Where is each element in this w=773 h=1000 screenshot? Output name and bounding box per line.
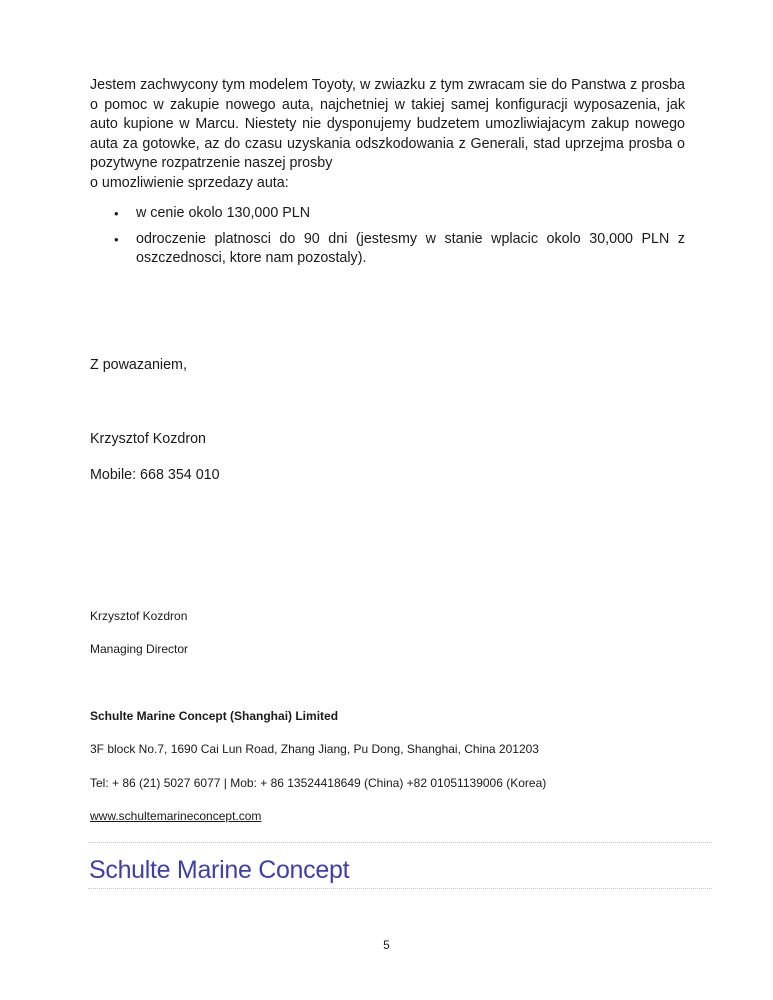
bullet-text-payment: odroczenie platnosci do 90 dni (jestesmy w stanie wplacic okolo 30,000 PLN z oszczednosci, ktore nam pozostaly). (136, 230, 685, 267)
sender-name: Krzysztof Kozdron (90, 431, 207, 447)
bullet-icon: • (114, 231, 119, 247)
request-bullet-list (90, 204, 685, 275)
bullet-text-price: w cenie okolo 130,000 PLN (136, 205, 311, 221)
intro-paragraph-text: Jestem zachwycony tym modelem Toyoty, w zwiazku z tym zwracam sie do Panstwa z prosba o pomoc w zakupie nowego auta, najchetniej w takiej samej konfiguracji wyposazenia, jak auto kupione w Marcu. Niestety nie dysponujemy budzetem umozliwiajacym zakup nowego auta za gotowke, az do czasu uzyskania odszkodowania z Generali, stad uprzejma prosba o pozytwyne rozpatrzenie naszej prosby (90, 77, 685, 172)
list-item (90, 204, 685, 224)
signature-address: 3F block No.7, 1690 Cai Lun Road, Zhang Jiang, Pu Dong, Shanghai, China 201203 (90, 742, 539, 756)
bullet-icon: • (114, 206, 119, 221)
sender-mobile: Mobile: 668 354 010 (90, 467, 220, 483)
brand-heading: Schulte Marine Concept (89, 856, 350, 884)
signature-phone-numbers: Tel: + 86 (21) 5027 6077 | Mob: + 86 13524418649 (China) +82 01051139006 (Korea) (90, 776, 547, 790)
closing-salutation: Z powazaniem, (90, 357, 187, 373)
signature-company-name: Schulte Marine Concept (Shanghai) Limited (90, 709, 339, 723)
footer-top-dotted-rule (88, 842, 712, 843)
intro-paragraph-lastline: o umozliwienie sprzedazy auta: (90, 174, 289, 191)
page-number: 5 (383, 938, 390, 952)
website-link[interactable]: www.schultemarineconcept.com (90, 809, 262, 823)
signature-website-container (90, 809, 685, 824)
intro-paragraph (90, 76, 685, 194)
footer-bottom-dotted-rule (88, 888, 712, 889)
signature-name: Krzysztof Kozdron (90, 609, 188, 623)
signature-job-title: Managing Director (90, 642, 189, 656)
list-item (90, 230, 685, 269)
